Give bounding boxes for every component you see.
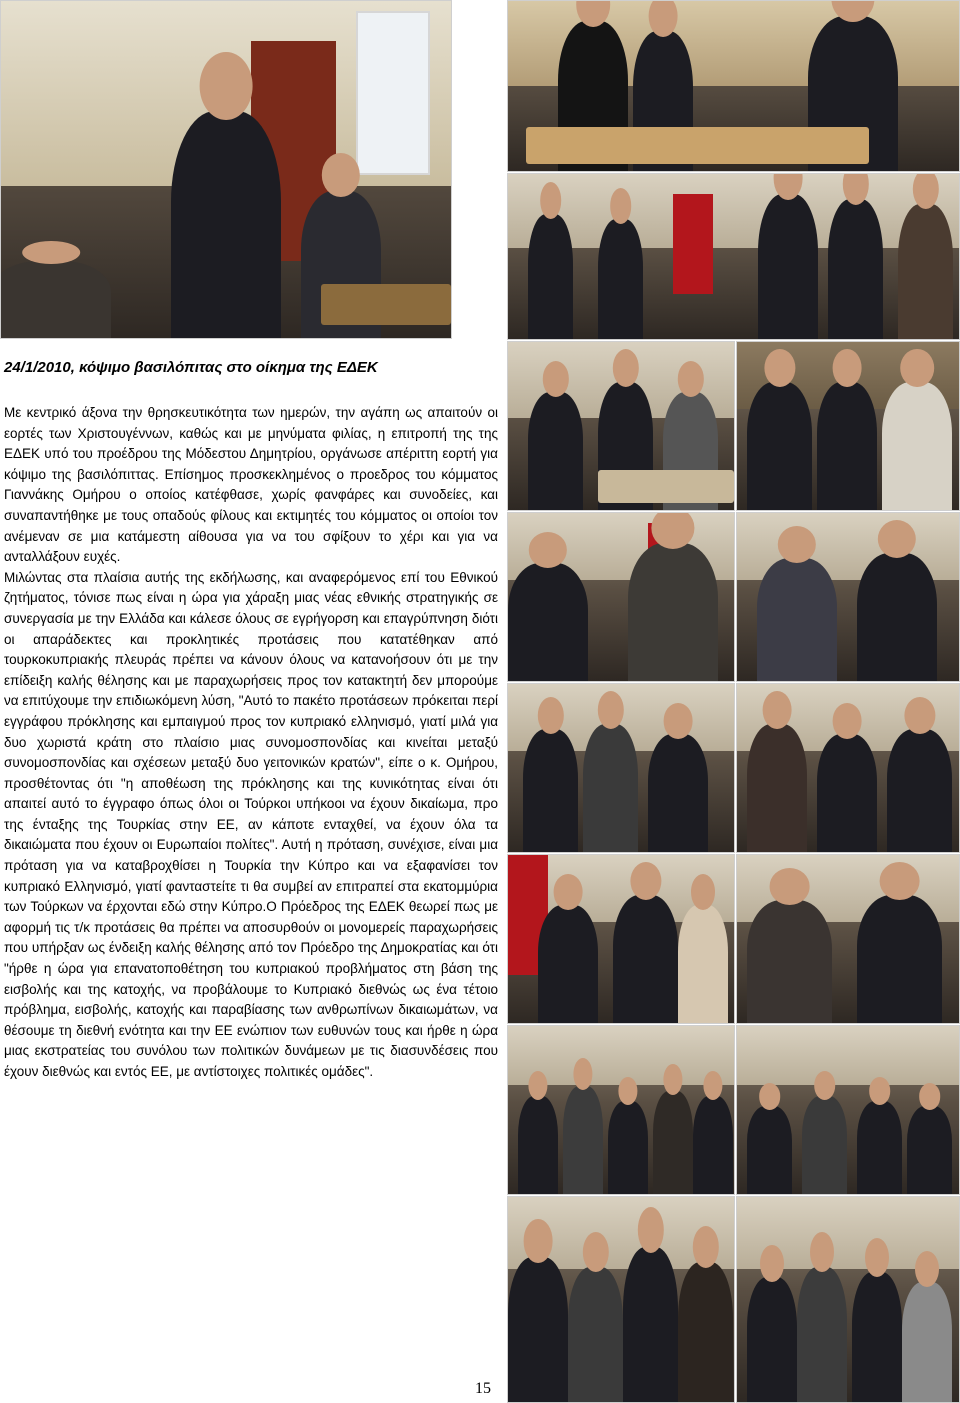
photo-audience-2	[736, 1025, 960, 1195]
photo-standing-group	[507, 173, 960, 340]
article-body	[4, 403, 498, 1083]
photo-audience-1	[507, 1025, 735, 1195]
photo-two-men	[736, 512, 960, 682]
article-paragraph: Μιλώντας στα πλαίσια αυτής της εκδήλωσης, και αναφερόμενος επί του Εθνικού ζητήματος, τόνισε πως είναι η ώρα για χάραξη μιας νέας εθνικής στρατηγικής σε συνεργασία με την Ελλάδα και κάλεσε όλους σε εγρήγορση και επαγρύπνηση διότι οι απαράδεκτες και προκλητικές προτάσεις που κατατέθηκαν από τουρκοκυπριακής πλευράς πρέπει να κάνουν όλους να κατανοήσουν ότι με την επίδειξη καλής θέλησης και με παραχωρήσεις προς τον κατακτητή δεν μπορούμε να επιτύχουμε την επιδιωκόμενη λύση, "Αυτό το πακέτο προτάσεων πρόκειται περί εγγράφου πρόκλησης και εμπαιγμού προς τον κυπριακό ελληνισμό, γιατί μιλά για δυο χωριστά κράτη στο πλαίσιο μιας συνομοσπονδίας και κινείται μεταξύ συνομοσπονδίας και σχέσεων μεταξύ δυο γειτονικών κρατών", είπε ο κ. Ομήρου, προσθέτοντας ότι "η αποθέωση της πρόκλησης και της κυνικότητας είναι ότι απαιτεί αυτό το έγγραφο όπως όλοι οι Τούρκοι υπήκοοι να έχουν δικαίωμα, προ της ένταξης της Τουρκίας στην ΕΕ, αν κάποτε ενταχθεί, να έχουν όλα τα δικαιώματα που έχουν οι Ευρωπαίοι πολίτες". Αυτή η πρόταση, συνέχισε, είναι μια πρόταση για να καταβροχθίσει η Τουρκία την Κύπρο και να εξαφανίσει τον κυπριακό Ελληνισμό, γιατί φανταστείτε τι θα συμβεί αν επιτραπεί στα εκατομμύρια των Τούρκων να έρχονται εδώ στην Κύπρο.Ο Πρόεδρος της ΕΔΕΚ θεωρεί πως με αφορμή τις τ/κ προτάσεις θα πρέπει να αποσυρθούν οι μονομερείς παραχωρήσεις που υπήρξαν ως ένδειξη καλής θέλησης από τον Πρόεδρο της Δημοκρατίας και ότι "ήρθε η ώρα για επανατοποθέτηση του κυπριακού προβλήματος στη βάση της εισβολής και της κατοχής, να προβάλουμε το Κυπριακό διεθνώς ως ένα τέτοιο πρόβλημα, εισβολής, κατοχής και παραβίασης των ανθρωπίνων δικαιωμάτων, να θέσουμε τη διεθνή ενότητα και την ΕΕ ενώπιον των ευθυνών τους και ήρθε η ώρα μιας εκστρατείας του συνόλου των πολιτικών δυνάμεων με τις διασυνδέσεις που έχουν διεθνώς και εντός ΕΕ, με αντίστοιχες πολιτικές ομάδες".	[4, 569, 498, 1079]
photo-four-men	[507, 683, 735, 853]
photo-women	[507, 854, 735, 1024]
photo-three-standing	[736, 683, 960, 853]
article-paragraph: Με κεντρικό άξονα την θρησκευτικότητα των ημερών, την αγάπη ως απαιτούν οι εορτές των Χριστουγέννων, καθώς και με μηνύματα φιλίας, η επιτροπή της της ΕΔΕΚ υπό του προέδρου της Μόδεστου Δημητρίου, οργάνωσε απέριττη εορτή για κόψιμο της βασιλόπιττας. Επίσημος προσκεκλημένος ο προεδρος του κόμματος Γιαννάκης Ομήρου ο οποίος κατέφθασε, χωρίς φανφάρες και συνοδείες, και συναπαντήθηκε με τους οπαδούς φίλους και εκτιμητές του κόμματος οι οποίοι τον ανέμεναν σε μια κατάμεστη αίθουσα για να του σφίξουν το χέρι και για να ανταλλάξουν ευχές.	[4, 405, 498, 565]
photo-cake-cutting	[507, 0, 960, 172]
photo-group-portrait	[507, 1196, 735, 1403]
photo-seated-group	[507, 341, 735, 511]
photo-man-and-woman	[736, 854, 960, 1024]
photo-room-crowd	[736, 1196, 960, 1403]
article-title: 24/1/2010, κόψιμο βασιλόπιτας στο οίκημα της ΕΔΕΚ	[4, 359, 378, 376]
page-number: 15	[475, 1380, 491, 1397]
photo-greeting	[507, 512, 735, 682]
photo-three-men	[736, 341, 960, 511]
photo-speech	[0, 0, 452, 339]
